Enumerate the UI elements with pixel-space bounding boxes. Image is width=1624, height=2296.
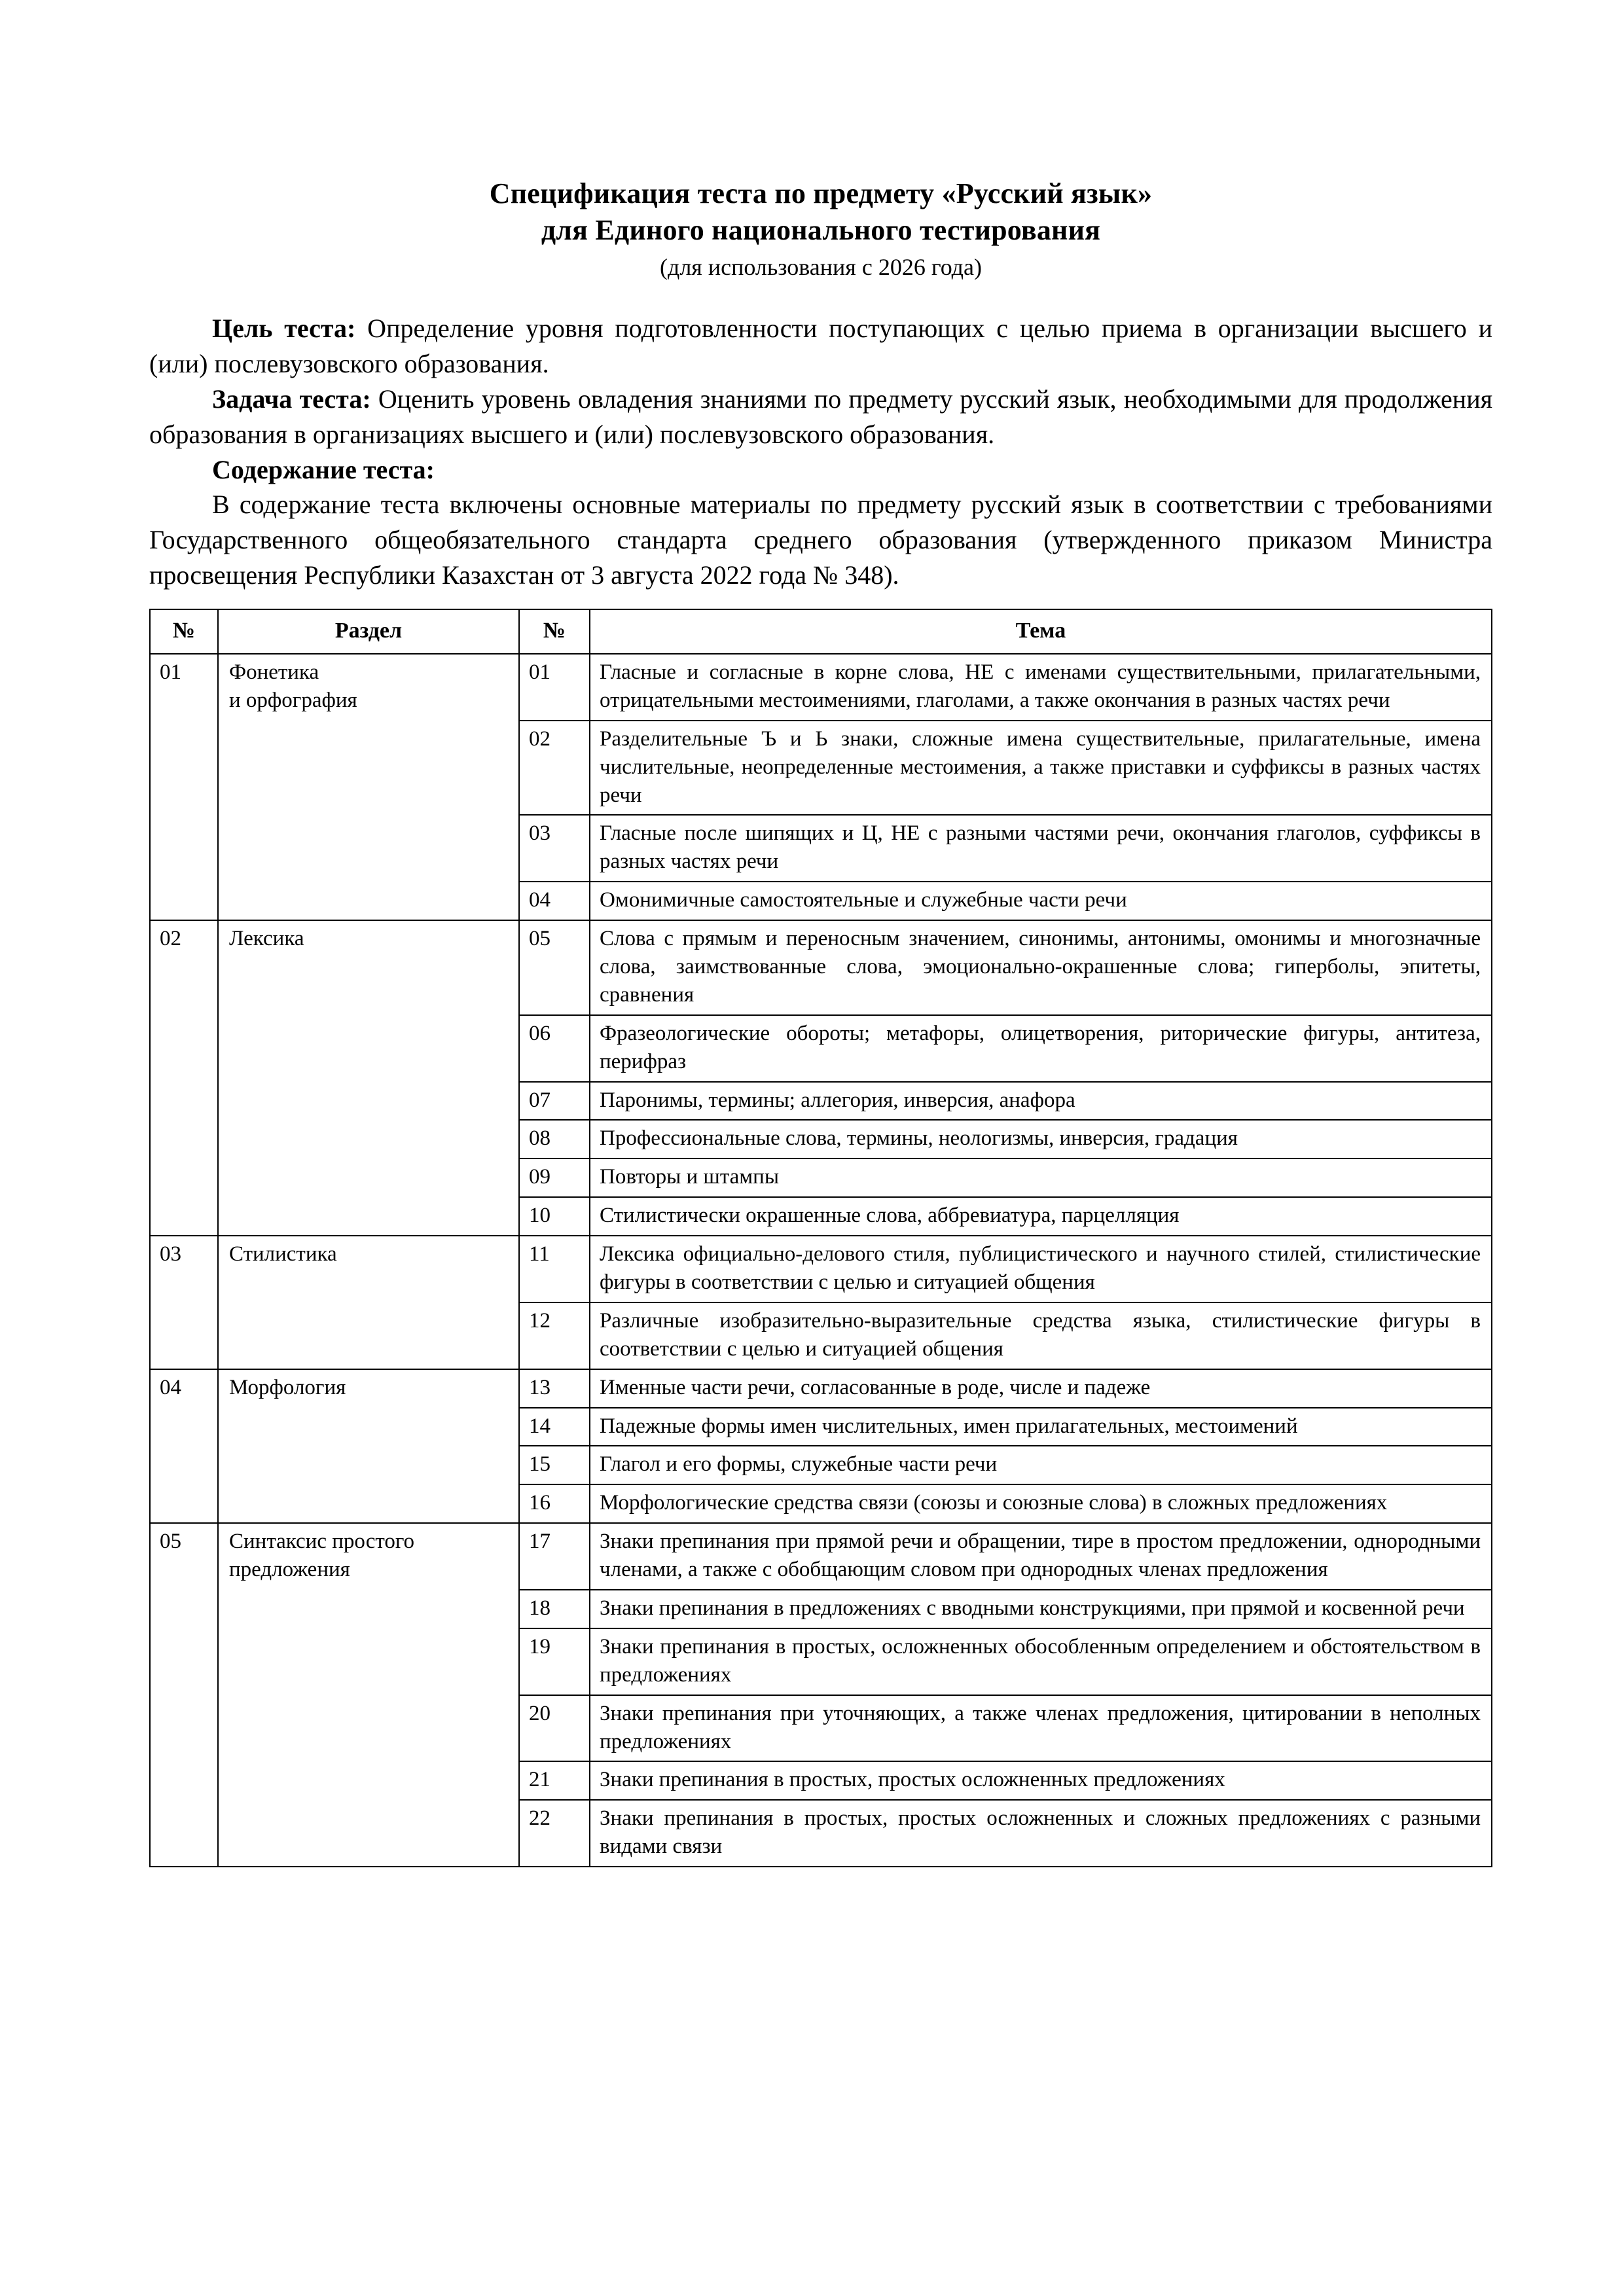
paragraph-goal (149, 311, 1492, 382)
goal-label: Цель теста: (212, 314, 356, 344)
topic-text-cell: Различные изобразительно-выразительные средства языка, стилистические фигуры в соответствии с целью и ситуацией общения (590, 1302, 1492, 1369)
topic-number-cell: 14 (519, 1408, 590, 1446)
table-row (150, 920, 1492, 1015)
topic-text-cell: Паронимы, термины; аллегория, инверсия, анафора (590, 1082, 1492, 1121)
table-row (150, 1236, 1492, 1302)
header-section-number: № (150, 609, 218, 654)
topic-text-cell: Знаки препинания в простых, простых осложненных и сложных предложениях с разными видами связи (590, 1800, 1492, 1867)
topic-text-cell: Омонимичные самостоятельные и служебные части речи (590, 882, 1492, 920)
topic-number-cell: 13 (519, 1369, 590, 1408)
title-line-1: Спецификация теста по предмету «Русский язык» (489, 177, 1153, 209)
topic-text-cell: Морфологические средства связи (союзы и союзные слова) в сложных предложениях (590, 1484, 1492, 1523)
topic-number-cell: 05 (519, 920, 590, 1015)
topic-text-cell: Повторы и штампы (590, 1158, 1492, 1197)
topic-number-cell: 08 (519, 1120, 590, 1158)
document-subtitle: (для использования с 2026 года) (660, 253, 982, 280)
topic-text-cell: Знаки препинания в предложениях с вводными конструкциями, при прямой и косвенной речи (590, 1590, 1492, 1628)
topic-number-cell: 22 (519, 1800, 590, 1867)
section-number-cell: 05 (150, 1523, 218, 1867)
paragraph-content-body: В содержание теста включены основные материалы по предмету русский язык в соответствии с требованиями Государственного общеобязательного стандарта среднего образования (утвержденного приказом Министра просвещения Республики Казахстан от 3 августа 2022 года № 348). (149, 490, 1492, 590)
title-line-2: для Единого национального тестирования (541, 214, 1101, 247)
task-text: Оценить уровень овладения знаниями по предмету русский язык, необходимыми для продолжения образования в организациях высшего и (или) послевузовского образования. (149, 384, 1492, 449)
section-name-cell: Стилистика (218, 1236, 519, 1369)
topic-text-cell: Фразеологические обороты; метафоры, олицетворения, риторические фигуры, антитеза, перифраз (590, 1015, 1492, 1082)
section-name-cell: Морфология (218, 1369, 519, 1524)
topic-text-cell: Знаки препинания в простых, простых осложненных предложениях (590, 1761, 1492, 1800)
topic-number-cell: 15 (519, 1446, 590, 1484)
task-label: Задача теста: (212, 384, 371, 414)
topic-text-cell: Именные части речи, согласованные в роде, числе и падеже (590, 1369, 1492, 1408)
topic-text-cell: Знаки препинания в простых, осложненных обособленным определением и обстоятельством в предложениях (590, 1628, 1492, 1695)
topic-text-cell: Слова с прямым и переносным значением, синонимы, антонимы, омонимы и многозначные слова, заимствованные слова, эмоционально-окрашенные слова; гиперболы, эпитеты, сравнения (590, 920, 1492, 1015)
document-content (149, 175, 1492, 1867)
topic-number-cell: 03 (519, 815, 590, 882)
document-title-block (149, 175, 1492, 282)
section-number-cell: 02 (150, 920, 218, 1236)
section-number-cell: 03 (150, 1236, 218, 1369)
topic-text-cell: Знаки препинания при уточняющих, а также членах предложения, цитировании в неполных предложениях (590, 1695, 1492, 1762)
topic-number-cell: 21 (519, 1761, 590, 1800)
table-row (150, 1523, 1492, 1590)
section-number-cell: 04 (150, 1369, 218, 1524)
topic-number-cell: 04 (519, 882, 590, 920)
topic-number-cell: 09 (519, 1158, 590, 1197)
paragraph-task (149, 382, 1492, 452)
topic-text-cell: Стилистически окрашенные слова, аббревиатура, парцелляция (590, 1197, 1492, 1236)
topic-text-cell: Лексика официально-делового стиля, публицистического и научного стилей, стилистические фигуры в соответствии с целью и ситуацией общения (590, 1236, 1492, 1302)
topic-number-cell: 11 (519, 1236, 590, 1302)
topic-number-cell: 10 (519, 1197, 590, 1236)
section-number-cell: 01 (150, 654, 218, 920)
section-name-cell: Лексика (218, 920, 519, 1236)
header-topic-number: № (519, 609, 590, 654)
topic-number-cell: 01 (519, 654, 590, 721)
topic-number-cell: 02 (519, 721, 590, 816)
section-name-cell: Фонетика и орфография (218, 654, 519, 920)
topic-text-cell: Глагол и его формы, служебные части речи (590, 1446, 1492, 1484)
topic-number-cell: 16 (519, 1484, 590, 1523)
topic-number-cell: 06 (519, 1015, 590, 1082)
topic-text-cell: Падежные формы имен числительных, имен прилагательных, местоимений (590, 1408, 1492, 1446)
topic-text-cell: Знаки препинания при прямой речи и обращении, тире в простом предложении, однородными членами, а также с обобщающим словом при однородных членах предложения (590, 1523, 1492, 1590)
topic-number-cell: 07 (519, 1082, 590, 1121)
table-body (150, 654, 1492, 1867)
topic-number-cell: 17 (519, 1523, 590, 1590)
goal-text: Определение уровня подготовленности поступающих с целью приема в организации высшего и (или) послевузовского образования. (149, 314, 1492, 379)
topic-number-cell: 19 (519, 1628, 590, 1695)
table-row (150, 1369, 1492, 1408)
topic-number-cell: 18 (519, 1590, 590, 1628)
topic-number-cell: 20 (519, 1695, 590, 1762)
paragraph-content-heading: Содержание теста: (212, 454, 435, 484)
table-header-row (150, 609, 1492, 654)
section-name-cell: Синтаксис простого предложения (218, 1523, 519, 1867)
table-header (150, 609, 1492, 654)
topic-text-cell: Гласные после шипящих и Ц, НЕ с разными частями речи, окончания глаголов, суффиксы в разных частях речи (590, 815, 1492, 882)
header-topic-name: Тема (590, 609, 1492, 654)
table-row (150, 654, 1492, 721)
topic-text-cell: Профессиональные слова, термины, неологизмы, инверсия, градация (590, 1120, 1492, 1158)
topic-number-cell: 12 (519, 1302, 590, 1369)
specification-table (149, 609, 1492, 1867)
header-section-name: Раздел (218, 609, 519, 654)
topic-text-cell: Разделительные Ъ и Ь знаки, сложные имена существительные, прилагательные, имена числительные, неопределенные местоимения, а также приставки и суффиксы в разных частях речи (590, 721, 1492, 816)
topic-text-cell: Гласные и согласные в корне слова, НЕ с именами существительными, прилагательными, отрицательными местоимениями, глаголами, а также окончания в разных частях речи (590, 654, 1492, 721)
